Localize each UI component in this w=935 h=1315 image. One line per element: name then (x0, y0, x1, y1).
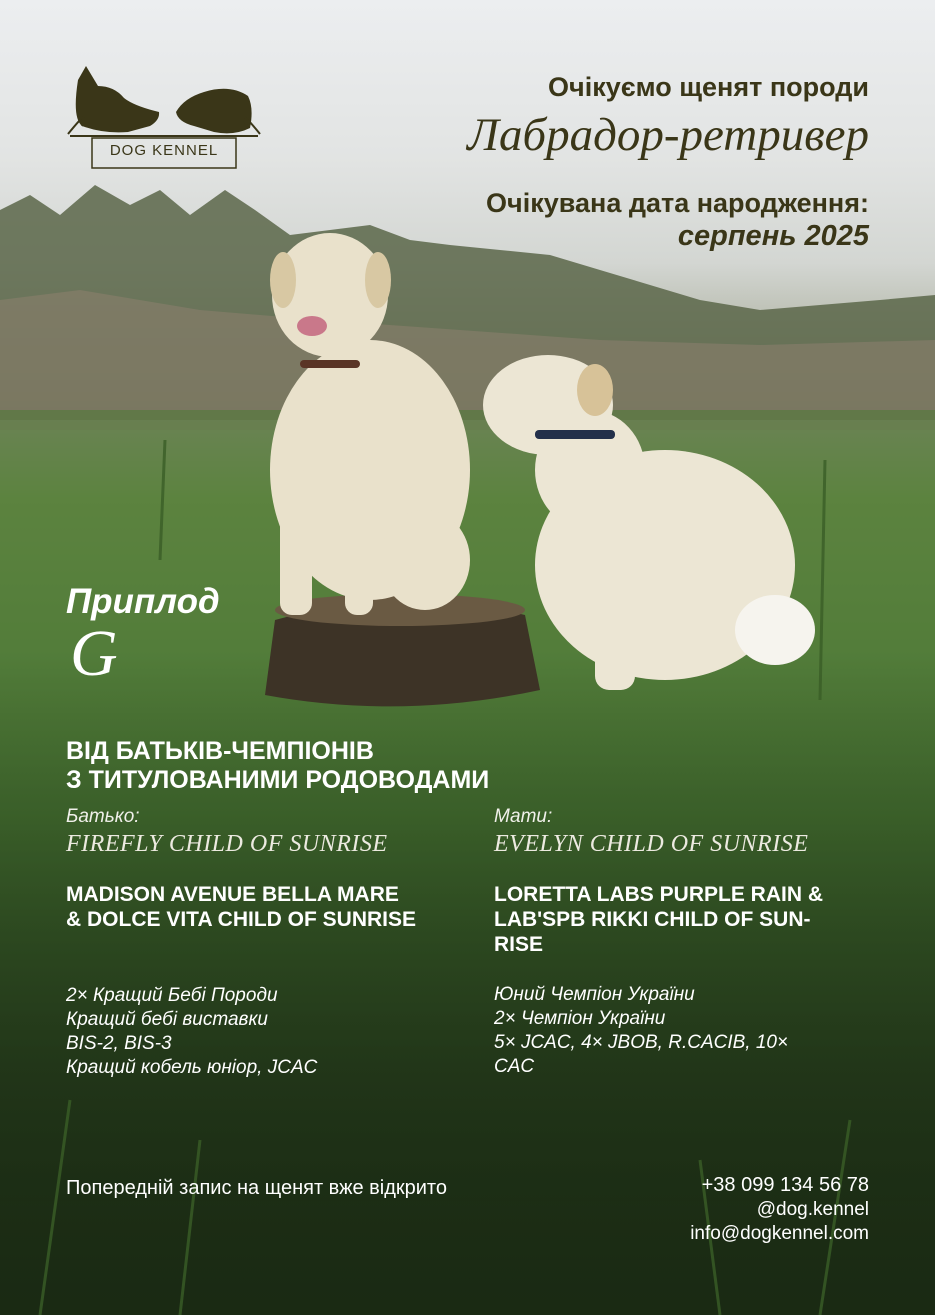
mother-name: EVELYN CHILD OF SUNRISE (494, 831, 809, 857)
father-title: 2× Кращий Бебі Породи (66, 985, 278, 1006)
mother-parents-line2: LAB'SPB RIKKI CHILD OF SUN- (494, 908, 811, 931)
logo (64, 62, 264, 174)
father-title: Кращий бебі виставки (66, 1009, 268, 1030)
birth-date-value: серпень 2025 (677, 220, 869, 252)
mother-parents-line3: RISE (494, 933, 544, 956)
father-parents-line1: MADISON AVENUE BELLA MARE (66, 883, 399, 906)
headline-line1: ВІД БАТЬКІВ-ЧЕМПІОНІВ (66, 737, 374, 765)
phone-link[interactable]: +38 099 134 56 78 (701, 1174, 869, 1196)
header-line1: Очікуємо щенят породи (548, 72, 869, 102)
logo-text: DOG KENNEL (109, 142, 219, 159)
father-name: FIREFLY CHILD OF SUNRISE (66, 831, 388, 857)
litter-letter: G (70, 617, 118, 690)
mother-parents-line1: LORETTA LABS PURPLE RAIN & (494, 883, 823, 906)
email-link[interactable]: info@dogkennel.com (690, 1223, 869, 1244)
father-title: BIS-2, BIS-3 (66, 1033, 172, 1054)
breed-name: Лабрадор-ретривер (467, 109, 869, 161)
father-label: Батько: (66, 806, 140, 827)
mother-title: 2× Чемпіон України (494, 1008, 666, 1029)
father-parents-line2: & DOLCE VITA CHILD OF SUNRISE (66, 908, 417, 931)
litter-label: Приплод (66, 582, 220, 621)
booking-notice: Попередній запис на щенят вже відкрито (66, 1177, 447, 1199)
mother-title: CAC (494, 1056, 535, 1077)
headline-line2: З ТИТУЛОВАНИМИ РОДОВОДАМИ (66, 766, 490, 794)
instagram-link[interactable]: @dog.kennel (756, 1199, 869, 1220)
mother-title: Юний Чемпіон України (494, 984, 695, 1005)
father-title: Кращий кобель юніор, JCAC (66, 1057, 318, 1078)
birth-date-label: Очікувана дата народження: (486, 188, 869, 218)
mother-title: 5× JCAC, 4× JBOB, R.CACIB, 10× (494, 1032, 789, 1053)
mother-label: Мати: (494, 806, 553, 827)
